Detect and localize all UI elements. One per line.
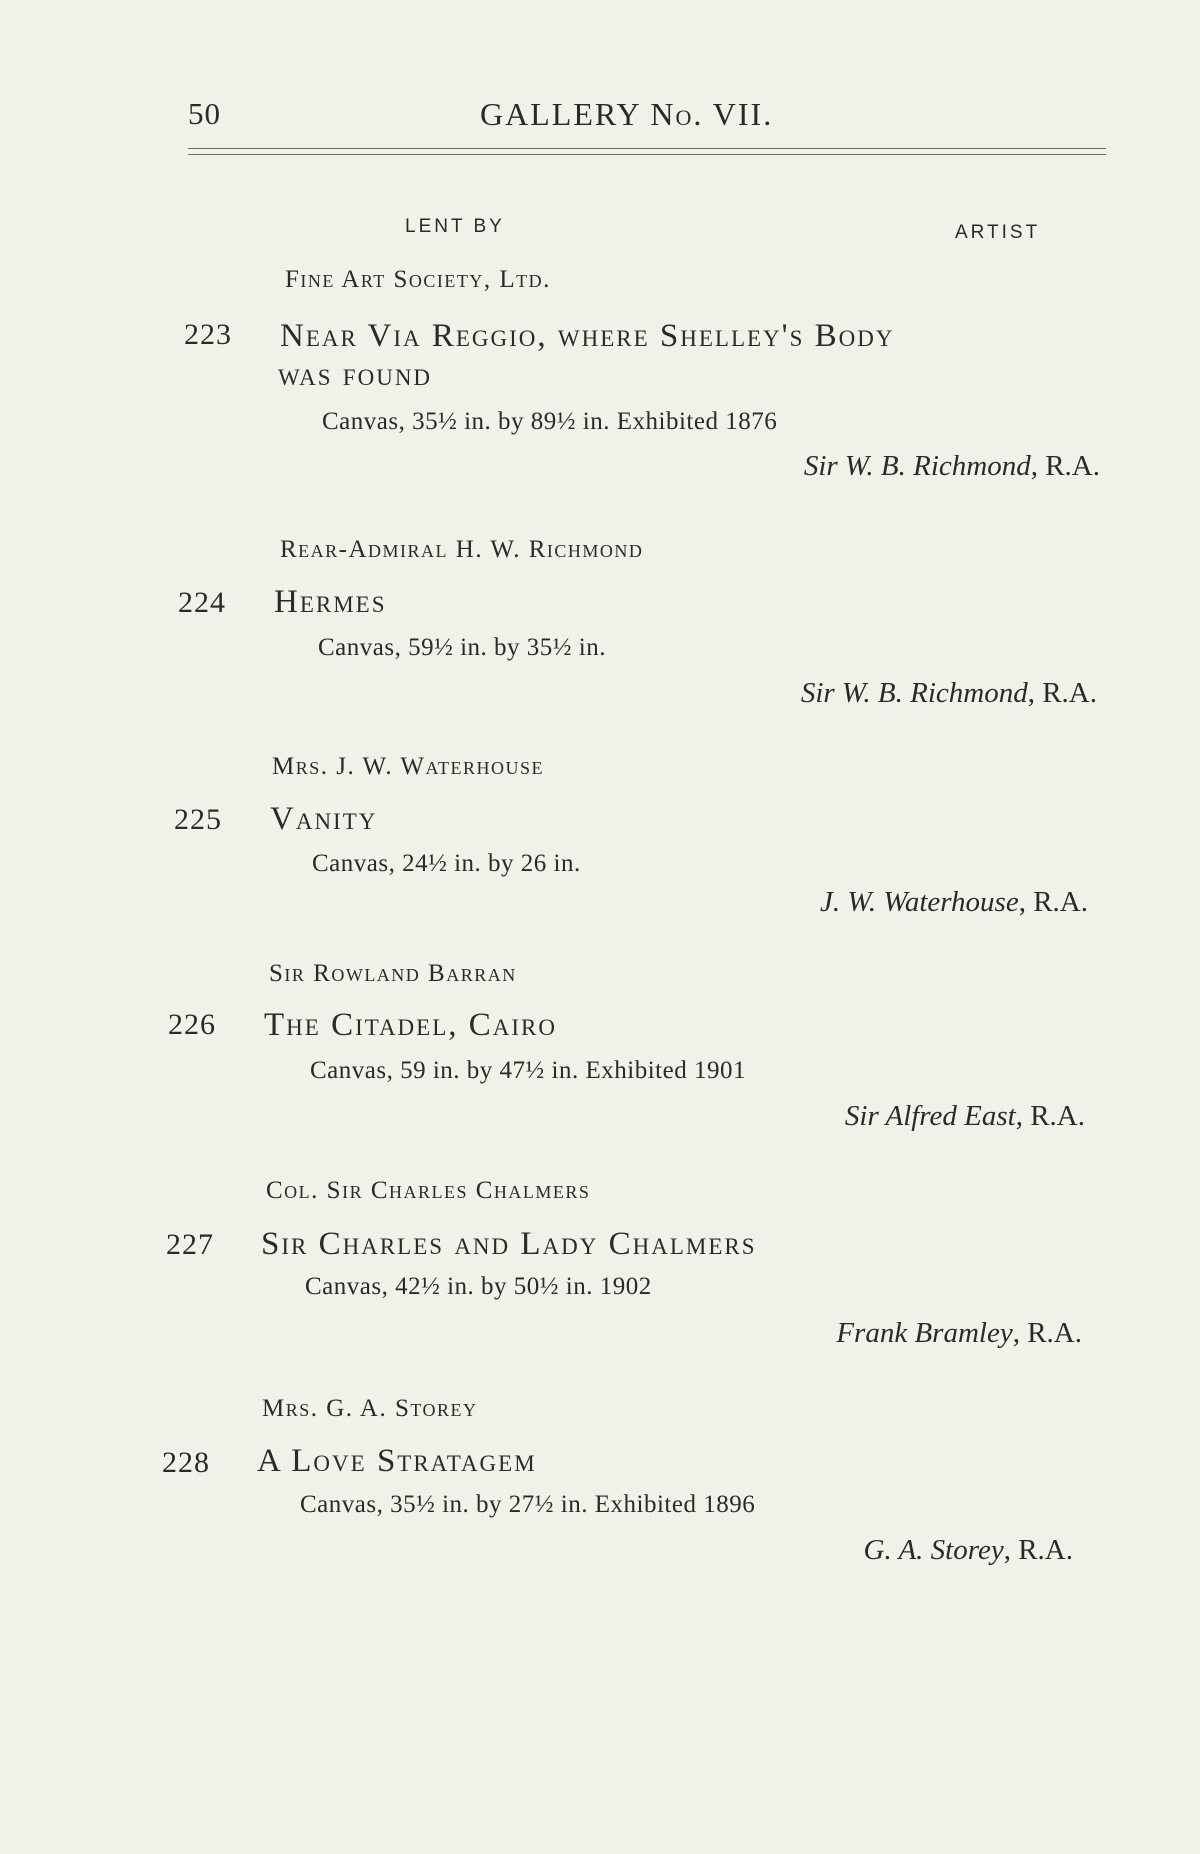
artist-credit <box>804 450 1100 483</box>
artist-suffix: , R.A. <box>1015 1100 1085 1132</box>
artist-credit <box>820 886 1088 919</box>
page-title: GALLERY No. VII. <box>480 96 774 132</box>
header-rule-thin <box>188 154 1106 155</box>
artwork-details: Canvas, 59 in. by 47½ in. Exhibited 1901 <box>310 1057 746 1084</box>
header-rule <box>188 148 1106 149</box>
catalogue-number: 224 <box>178 586 226 619</box>
artwork-details: Canvas, 24½ in. by 26 in. <box>312 850 581 877</box>
artwork-details: Canvas, 35½ in. by 89½ in. Exhibited 1876 <box>322 408 778 435</box>
artist-name: J. W. Waterhouse <box>819 886 1019 918</box>
artist-credit <box>845 1100 1085 1133</box>
column-heading-artist: ARTIST <box>955 222 1041 243</box>
catalogue-number: 228 <box>162 1446 210 1479</box>
artist-name: Sir Alfred East <box>844 1100 1016 1132</box>
lender-name: Mrs. J. W. Waterhouse <box>272 753 544 780</box>
catalogue-number: 223 <box>184 318 232 351</box>
artwork-title: Vanity <box>270 801 378 837</box>
lender-name: Fine Art Society, Ltd. <box>285 266 551 293</box>
catalogue-number: 226 <box>168 1008 216 1041</box>
artist-suffix: , R.A. <box>1030 450 1100 482</box>
lender-name: Col. Sir Charles Chalmers <box>266 1177 591 1204</box>
artwork-details: Canvas, 35½ in. by 27½ in. Exhibited 1896 <box>300 1491 756 1518</box>
page-number: 50 <box>188 96 221 131</box>
artwork-details: Canvas, 59½ in. by 35½ in. <box>318 634 606 661</box>
catalogue-number: 225 <box>174 803 222 836</box>
artist-suffix: , R.A. <box>1003 1534 1073 1566</box>
artwork-title: A Love Stratagem <box>257 1443 537 1479</box>
column-heading-lent-by: LENT BY <box>405 216 505 237</box>
artist-name: Frank Bramley <box>836 1317 1013 1349</box>
artist-suffix: , R.A. <box>1012 1317 1082 1349</box>
artwork-title: Near Via Reggio, where Shelley's Body <box>280 318 895 354</box>
artist-name: Sir W. B. Richmond <box>803 450 1031 482</box>
artist-credit <box>801 677 1097 710</box>
artwork-title-continued: was found <box>278 357 433 393</box>
lender-name: Sir Rowland Barran <box>269 960 517 987</box>
artist-name: Sir W. B. Richmond <box>800 677 1028 709</box>
artist-suffix: , R.A. <box>1027 677 1097 709</box>
catalogue-number: 227 <box>166 1228 214 1261</box>
artist-credit <box>836 1317 1082 1350</box>
artwork-details: Canvas, 42½ in. by 50½ in. 1902 <box>305 1273 652 1300</box>
artwork-title: Hermes <box>274 584 387 620</box>
artist-name: G. A. Storey <box>863 1534 1004 1566</box>
artwork-title: Sir Charles and Lady Chalmers <box>261 1226 757 1262</box>
lender-name: Rear-Admiral H. W. Richmond <box>280 536 644 563</box>
lender-name: Mrs. G. A. Storey <box>262 1395 478 1422</box>
artist-credit <box>864 1534 1073 1567</box>
artist-suffix: , R.A. <box>1018 886 1088 918</box>
artwork-title: The Citadel, Cairo <box>264 1007 557 1043</box>
